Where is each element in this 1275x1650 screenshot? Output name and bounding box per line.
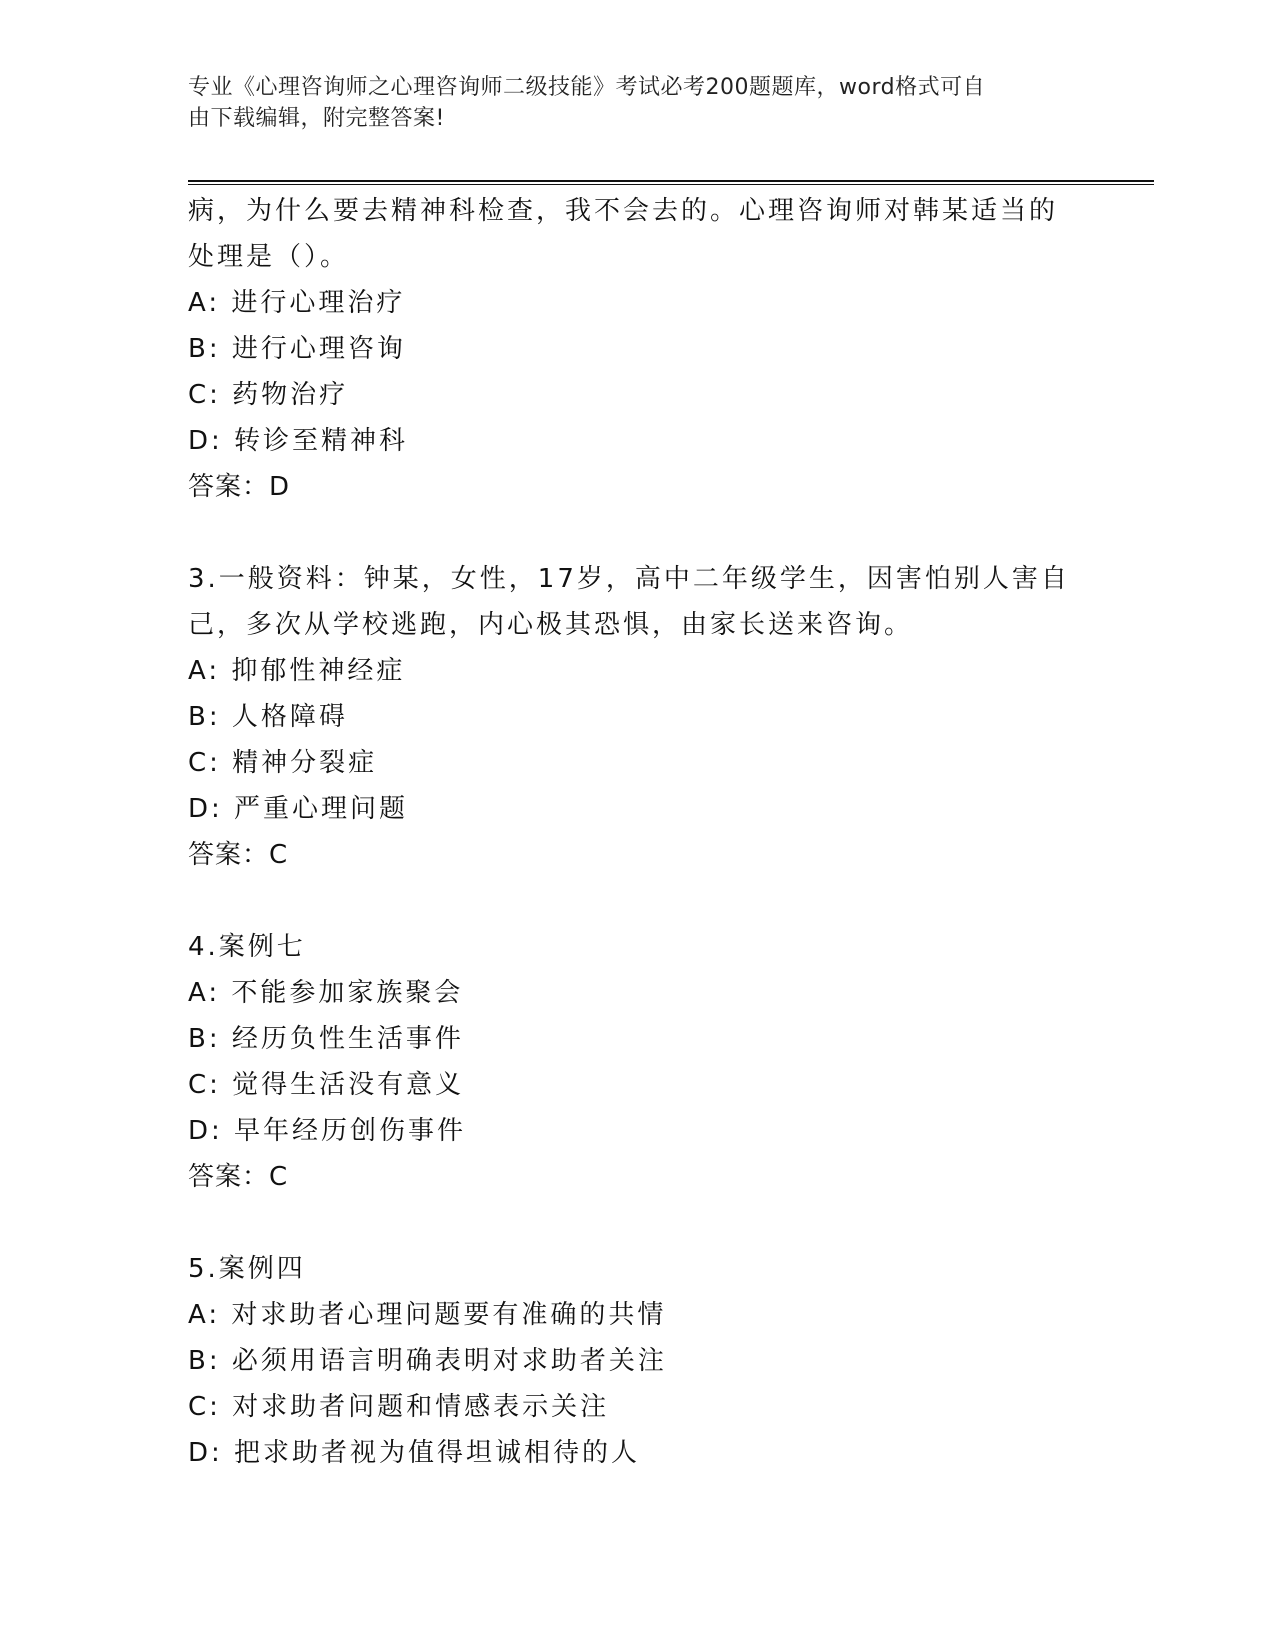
question-stem: 病，为什么要去精神科检查，我不会去的。心理咨询师对韩某适当的	[188, 196, 1059, 226]
question-2	[188, 188, 1088, 510]
option-b: B: 进行心理咨询	[188, 334, 406, 364]
answer-label: 答案：C	[188, 840, 289, 870]
answer-label: 答案：C	[188, 1162, 289, 1192]
header-line-1: 专业《心理咨询师之心理咨询师二级技能》考试必考200题题库，word格式可自	[188, 75, 986, 100]
option-c: C: 精神分裂症	[188, 748, 378, 778]
question-stem: 4.案例七	[188, 932, 306, 962]
header-line-2: 由下载编辑，附完整答案!	[188, 106, 445, 131]
option-a: A: 进行心理治疗	[188, 288, 406, 318]
option-b: B: 人格障碍	[188, 702, 348, 732]
option-a: A: 不能参加家族聚会	[188, 978, 464, 1008]
option-d: D: 转诊至精神科	[188, 426, 409, 456]
option-a: A: 对求助者心理问题要有准确的共情	[188, 1300, 667, 1330]
question-4	[188, 924, 1088, 1200]
option-a: A: 抑郁性神经症	[188, 656, 406, 686]
question-stem: 5.案例四	[188, 1254, 306, 1284]
spacer	[188, 510, 1088, 556]
question-stem: 处理是（）。	[188, 242, 350, 272]
option-b: B: 经历负性生活事件	[188, 1024, 464, 1054]
option-c: C: 药物治疗	[188, 380, 349, 410]
header-rule-thick	[188, 180, 1154, 182]
option-d: D: 把求助者视为值得坦诚相待的人	[188, 1438, 641, 1468]
question-5	[188, 1246, 1088, 1476]
option-d: D: 早年经历创伤事件	[188, 1116, 467, 1146]
page-header	[188, 72, 1068, 134]
header-rule-thin	[188, 184, 1154, 185]
option-b: B: 必须用语言明确表明对求助者关注	[188, 1346, 667, 1376]
option-c: C: 对求助者问题和情感表示关注	[188, 1392, 610, 1422]
option-c: C: 觉得生活没有意义	[188, 1070, 465, 1100]
question-stem: 3.一般资料：钟某，女性，17岁，高中二年级学生，因害怕别人害自	[188, 564, 1070, 594]
spacer	[188, 1200, 1088, 1246]
spacer	[188, 878, 1088, 924]
question-stem: 己，多次从学校逃跑，内心极其恐惧，由家长送来咨询。	[188, 610, 914, 640]
answer-label: 答案：D	[188, 472, 291, 502]
question-3	[188, 556, 1088, 878]
question-list	[188, 188, 1088, 1476]
option-d: D: 严重心理问题	[188, 794, 409, 824]
